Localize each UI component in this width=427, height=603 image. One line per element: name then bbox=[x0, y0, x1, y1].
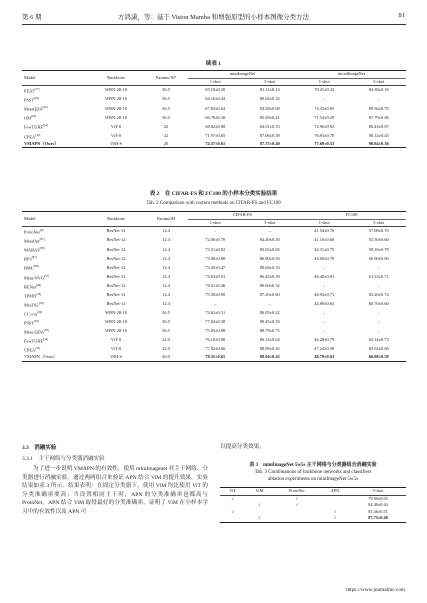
t2-params: 12.4 bbox=[162, 228, 170, 234]
t1-model-ref: [63] bbox=[42, 105, 48, 110]
t3-apn bbox=[320, 502, 350, 509]
table2-row bbox=[22, 345, 406, 354]
t1-backbone: ViM-S bbox=[110, 140, 122, 146]
t2-model-name: CC+rot bbox=[24, 311, 38, 317]
table2-row bbox=[22, 336, 406, 345]
t3-5shot: 79.90±0.65 bbox=[368, 495, 388, 501]
t2-model-name: RFS bbox=[24, 256, 32, 262]
page-number: 81 bbox=[398, 12, 405, 19]
t2-cifar-5shot: 84.20±0.50 bbox=[259, 237, 280, 243]
t1-group-mini: miniImageNet bbox=[188, 71, 297, 79]
t1-group-tiered: tieredImageNet bbox=[297, 71, 406, 79]
table2-row bbox=[22, 263, 406, 272]
t2-model-ref: [68] bbox=[33, 264, 39, 269]
t2-backbone: ResNet-12 bbox=[106, 282, 126, 288]
t2-model-name: VMAPN（Ours） bbox=[24, 354, 58, 360]
t2-model-name: RENet bbox=[24, 284, 36, 290]
t2-model-ref: [59] bbox=[38, 300, 44, 305]
table2-row bbox=[22, 282, 406, 291]
t2-fc100-1shot: – bbox=[323, 309, 326, 315]
t2-params: 22.0 bbox=[162, 337, 170, 343]
t1-mini-5shot: 84.28±0.69 bbox=[259, 105, 280, 111]
t2-model-name: MABAS bbox=[24, 247, 40, 253]
t3-header-1: ViM bbox=[255, 488, 264, 493]
table2-caption-en: Tab. 2 Comparison with current methods on CIFAR-FS and FC100 bbox=[146, 201, 281, 206]
header-rule bbox=[22, 24, 406, 25]
t2-cifar-5shot: – bbox=[268, 228, 271, 234]
t3-header-3: APN bbox=[330, 488, 340, 493]
t2-fc100-5shot: 60.70±0.60 bbox=[368, 300, 389, 306]
t2-model-cell bbox=[22, 263, 88, 272]
t2-cifar-5shot: 88.98±0.45 bbox=[259, 346, 280, 352]
t1-mini-5shot: 87.75±0.40 bbox=[259, 140, 280, 146]
t1-mini-5shot: 87.06±0.38 bbox=[259, 132, 280, 138]
table2-row bbox=[22, 309, 406, 318]
table1-caption: 续表 1 bbox=[205, 61, 222, 67]
t1-model-cell bbox=[22, 141, 88, 148]
t2-fc100-1shot: – bbox=[323, 282, 326, 288]
t1-tiered-1shot: – bbox=[323, 96, 326, 102]
section-heading: 3.3 消融实验 bbox=[22, 445, 57, 451]
t2-model-ref: [69] bbox=[35, 282, 41, 287]
table3-caption bbox=[220, 462, 406, 484]
t2-cifar-1shot: 73.45±0.47 bbox=[205, 264, 226, 270]
t2-model-cell bbox=[22, 273, 88, 282]
t1-params: 22 bbox=[163, 132, 169, 138]
t1-tiered-5shot: 84.38±0.16 bbox=[368, 87, 389, 93]
t2-model-cell bbox=[22, 236, 88, 245]
table2-row bbox=[22, 245, 406, 254]
t1-mini-5shot: 85.29±0.41 bbox=[259, 114, 280, 120]
t3-protonet: √ bbox=[295, 502, 298, 508]
t2-model-ref: [60] bbox=[37, 309, 43, 314]
t2-model-cell bbox=[22, 282, 88, 291]
t2-backbone: ViM-S bbox=[110, 354, 122, 360]
t2-params: 12.4 bbox=[162, 237, 170, 243]
t2-fc100-5shot: 55.50±0.60 bbox=[368, 237, 389, 243]
t2-shot1b: 1-shot bbox=[318, 219, 330, 225]
t2-cifar-5shot: – bbox=[268, 300, 271, 306]
t1-tiered-5shot: 87.79±0.46 bbox=[368, 114, 389, 120]
t2-params: 26.0 bbox=[162, 354, 170, 360]
t2-backbone: WRN-28-10 bbox=[105, 328, 127, 334]
t2-backbone: ResNet-12 bbox=[106, 291, 126, 297]
t2-cifar-1shot: 78.35±0.65 bbox=[205, 354, 226, 360]
t2-cifar-1shot: 76.10±0.88 bbox=[205, 337, 226, 343]
t2-fc100-5shot: 57.08±0.76 bbox=[368, 228, 389, 234]
t3-5shot: 84.40±0.44 bbox=[368, 502, 388, 508]
running-title: 方鸿潇，等：基于 Vision Mamba 和增强原型的小样本图像分类方法 bbox=[117, 14, 310, 21]
table2-row bbox=[22, 291, 406, 300]
t2-cifar-5shot: 88.45±0.35 bbox=[259, 319, 280, 325]
t2-model-cell bbox=[22, 354, 88, 361]
t1-model-cell bbox=[22, 104, 88, 113]
t2-backbone: ResNet-12 bbox=[106, 300, 126, 306]
t3-vim bbox=[245, 509, 273, 516]
t1-tiered-5shot: 89.56±0.79 bbox=[368, 105, 389, 111]
t2-backbone: ResNet-12 bbox=[106, 255, 126, 261]
t1-col-backbone: Backbone bbox=[107, 74, 125, 80]
t1-tiered-5shot: 90.84±0.36 bbox=[368, 140, 389, 146]
t1-params: 22 bbox=[163, 123, 169, 129]
t3-protonet: √ bbox=[295, 495, 298, 501]
t2-cifar-1shot: 73.90±0.80 bbox=[205, 255, 226, 261]
t2-shot5a: 5-shot bbox=[264, 219, 276, 225]
table2-row bbox=[22, 327, 406, 336]
t2-fc100-1shot: – bbox=[323, 328, 326, 334]
t2-model-ref: [8] bbox=[39, 228, 44, 233]
t2-model-name: FewTURE bbox=[24, 338, 44, 344]
t3-protonet bbox=[274, 515, 320, 522]
t2-params: 12.4 bbox=[162, 291, 170, 297]
t1-backbone: WRN-28-10 bbox=[105, 96, 127, 102]
t1-shot1b: 1-shot bbox=[318, 78, 330, 84]
t2-model-ref: [67] bbox=[31, 255, 37, 260]
t3-apn bbox=[320, 495, 350, 502]
t1-mini-1shot: 71.97±0.65 bbox=[205, 132, 226, 138]
table3-row bbox=[220, 515, 406, 522]
section-paragraph: 为了进一步说明 VMAPN 的有效性，使用 miniImagenet 对主干网络、分类器进行消融实验。通过两两组合来验证 APN 结合 ViM 的提升效果，实验结果如表 3 所示。结果表明：在固定分类器下，使用 ViM 均比使用 ViT 的分类准确率要高；当设置相同主干时，APN 的分类准确率也都高与 ProtoNet。APN 结合 ViM 取得最好的分类准确率，证明了 ViM 在小样本学习中的有效性以及 APN 可 bbox=[22, 466, 208, 515]
t2-params: 22.0 bbox=[162, 346, 170, 352]
table3-caption-cn: 表 3 miniImageNet 5w5s 主干网络与分类器组合消融实验 bbox=[249, 463, 377, 468]
t2-fc100-5shot: – bbox=[377, 309, 380, 315]
t1-mini-1shot: 65.10±0.20 bbox=[205, 87, 226, 93]
t2-cifar-5shot: 86.90±0.50 bbox=[259, 255, 280, 261]
t2-model-ref: [58] bbox=[36, 291, 42, 296]
t1-col-params: Params/10⁶ bbox=[155, 74, 177, 80]
table2-row bbox=[22, 254, 406, 263]
t1-shot5a: 5-shot bbox=[264, 78, 276, 84]
table3-row bbox=[220, 495, 406, 502]
t1-tiered-5shot: 86.43±0.67 bbox=[368, 123, 389, 129]
t2-model-ref: [66] bbox=[39, 246, 45, 251]
t1-model-ref: [34] bbox=[43, 123, 49, 128]
t2-model-cell bbox=[22, 245, 88, 254]
t2-model-ref: [65] bbox=[39, 237, 45, 242]
t2-model-name: MixFSL bbox=[24, 302, 39, 308]
t2-fc100-1shot: 44.60±0.70 bbox=[314, 255, 335, 261]
t1-model-name: FEAT bbox=[24, 88, 35, 94]
journal-url: https://www.joumalmc.com bbox=[346, 587, 405, 593]
t2-cifar-1shot: 73.62±0.31 bbox=[205, 309, 226, 315]
t1-params: 36.5 bbox=[162, 114, 170, 120]
t2-backbone: ViT-S bbox=[110, 337, 122, 343]
t1-params: 36.5 bbox=[162, 105, 170, 111]
t1-backbone: ViT-S bbox=[110, 123, 122, 129]
t2-backbone: ResNet-12 bbox=[106, 264, 126, 270]
t2-cifar-5shot: 85.65±0.65 bbox=[259, 246, 280, 252]
t2-model-name: CPEA bbox=[24, 347, 36, 353]
t2-shot1a: 1-shot bbox=[209, 219, 221, 225]
t1-params: 26 bbox=[163, 140, 169, 146]
t1-col-model: Model bbox=[24, 74, 36, 80]
t2-fc100-1shot: 42.31±0.75 bbox=[314, 246, 335, 252]
t1-model-ref: [62] bbox=[34, 96, 40, 101]
t2-fc100-5shot: 60.90±0.60 bbox=[368, 255, 389, 261]
t2-cifar-5shot: 89.94±0.43 bbox=[259, 354, 280, 360]
t2-fc100-1shot: 48.79±0.63 bbox=[314, 354, 335, 360]
t1-model-name: FewTURE bbox=[24, 124, 44, 130]
t1-model-name: PSST bbox=[24, 97, 35, 103]
t2-fc100-5shot: 58.16±0.78 bbox=[368, 246, 389, 252]
t2-fc100-5shot: 66.98±0.58 bbox=[368, 354, 389, 360]
t2-cifar-1shot: 77.82±0.66 bbox=[205, 346, 226, 352]
t3-apn: √ bbox=[333, 515, 337, 521]
t2-cifar-1shot: 75.83±0.88 bbox=[205, 328, 226, 334]
t2-model-ref: [35] bbox=[35, 346, 41, 350]
t1-backbone: ViT-S bbox=[110, 132, 122, 138]
t2-cifar-1shot: – bbox=[214, 228, 217, 234]
t2-col-params: Params/M bbox=[156, 215, 176, 221]
t1-tiered-1shot: 74.33±0.65 bbox=[314, 105, 335, 111]
t2-fc100-1shot: – bbox=[323, 319, 326, 325]
t3-5shot: 87.75±0.40 bbox=[368, 515, 388, 521]
t1-mini-5shot: 81.11±0.14 bbox=[259, 87, 280, 93]
t2-cifar-1shot: 72.00±0.70 bbox=[205, 237, 226, 243]
table1-row bbox=[22, 86, 406, 96]
t2-model-name: BML bbox=[24, 265, 34, 271]
t2-cifar-1shot: 74.51±0.46 bbox=[205, 282, 226, 288]
table1 bbox=[22, 70, 406, 148]
table2-row bbox=[22, 300, 406, 309]
t3-vim: √ bbox=[258, 515, 261, 521]
table2-caption-cn: 表 2 在 CIFAR-FS 和 FC100 的小样本分类实验结果 bbox=[149, 191, 278, 197]
t2-fc100-1shot: 41.54±0.76 bbox=[314, 228, 335, 234]
t2-fc100-1shot: 47.24±0.58 bbox=[314, 346, 335, 352]
t1-backbone: WRN-28-10 bbox=[105, 87, 127, 93]
t3-vit: √ bbox=[231, 508, 234, 514]
t1-shot1a: 1-shot bbox=[209, 78, 221, 84]
journal-issue: 第 6 期 bbox=[22, 14, 42, 21]
t2-backbone: ResNet-12 bbox=[106, 273, 126, 279]
t2-fc100-5shot: – bbox=[377, 264, 380, 270]
t2-model-ref: [57] bbox=[44, 273, 49, 278]
t1-mini-1shot: 66.78±0.30 bbox=[205, 114, 226, 120]
t3-protonet bbox=[274, 509, 320, 516]
table2-row bbox=[22, 273, 406, 282]
t2-group-fc100: FC100 bbox=[297, 212, 406, 220]
t3-header-2: ProtoNet bbox=[289, 488, 305, 493]
t1-model-ref: [35] bbox=[35, 132, 41, 137]
t2-col-backbone: Backbone bbox=[107, 215, 125, 221]
t2-backbone: ViT-S bbox=[110, 346, 122, 352]
t2-cifar-1shot: 75.50±0.90 bbox=[205, 291, 226, 297]
t1-model-cell bbox=[22, 113, 88, 122]
t1-model-cell bbox=[22, 86, 88, 96]
t2-params: 12.4 bbox=[162, 300, 170, 306]
t2-fc100-1shot: 44.89±0.63 bbox=[314, 300, 335, 306]
table2-row bbox=[22, 354, 406, 361]
table1-row bbox=[22, 141, 406, 148]
table3-caption-en-1: Tab. 3 Combinations of backbone networks and classifiers bbox=[254, 470, 372, 476]
t2-model-name: TPMN bbox=[24, 293, 37, 299]
table2-row bbox=[22, 236, 406, 245]
t2-cifar-5shot: 87.20±0.60 bbox=[259, 291, 280, 297]
t2-cifar-5shot: 86.45±0.59 bbox=[259, 273, 280, 279]
t1-mini-5shot: 84.51±0.53 bbox=[259, 123, 280, 129]
t3-vit bbox=[220, 515, 245, 522]
right-column-line: 以提高分类效果。 bbox=[220, 444, 265, 450]
table1-row bbox=[22, 132, 406, 141]
t1-backbone: WRN-28-10 bbox=[105, 105, 127, 111]
t2-model-name: Meta-NVG bbox=[24, 274, 44, 280]
t1-tiered-1shot: 71.54±0.29 bbox=[314, 114, 335, 120]
t2-model-cell bbox=[22, 336, 88, 345]
table1-row bbox=[22, 113, 406, 122]
t2-params: 12.4 bbox=[162, 282, 170, 288]
t2-col-model: Model bbox=[24, 215, 36, 221]
table1-row bbox=[22, 122, 406, 131]
table2-row bbox=[22, 227, 406, 237]
t2-fc100-5shot: 63.14±0.73 bbox=[368, 337, 389, 343]
t1-tiered-1shot: 76.93±0.70 bbox=[314, 132, 335, 138]
t2-shot5b: 5-shot bbox=[373, 219, 385, 225]
t1-tiered-1shot: 70.41±0.23 bbox=[314, 87, 335, 93]
t2-model-cell bbox=[22, 318, 88, 327]
t2-params: 36.5 bbox=[162, 328, 170, 334]
t1-model-name: MetaQDA bbox=[24, 106, 43, 112]
table2-row bbox=[22, 318, 406, 327]
t3-header-4: 5-shot bbox=[372, 488, 384, 493]
t1-mini-1shot: 72.37±0.61 bbox=[205, 140, 226, 146]
t1-mini-1shot: 68.02±0.88 bbox=[205, 123, 226, 129]
t1-tiered-5shot: 90.12±0.45 bbox=[368, 132, 389, 138]
t2-model-name: ProtoNet bbox=[24, 229, 40, 235]
t2-fc100-5shot: – bbox=[377, 328, 380, 334]
t2-fc100-1shot: 46.93±0.71 bbox=[314, 291, 335, 297]
t2-cifar-5shot: 86.60±0.32 bbox=[259, 282, 280, 288]
t2-fc100-5shot: 61.33±0.71 bbox=[368, 273, 389, 279]
t2-model-name: MetaOpt bbox=[24, 238, 40, 244]
t1-tiered-1shot: 72.96±0.92 bbox=[314, 123, 335, 129]
t2-group-cifar: CIFAR-FS bbox=[188, 212, 297, 220]
table3-row bbox=[220, 502, 406, 509]
t1-model-name: OM bbox=[24, 115, 32, 121]
table2 bbox=[22, 211, 406, 362]
t2-cifar-5shot: 86.05±0.22 bbox=[259, 309, 280, 315]
t1-tiered-5shot: – bbox=[377, 96, 380, 102]
t3-vim bbox=[245, 495, 273, 502]
t2-model-cell bbox=[22, 300, 88, 309]
t2-params: 36.5 bbox=[162, 319, 170, 325]
t2-params: 36.5 bbox=[162, 309, 170, 315]
t1-shot5b: 5-shot bbox=[373, 78, 385, 84]
t2-params: 12.4 bbox=[162, 246, 170, 252]
t2-model-ref: [34] bbox=[43, 336, 49, 341]
t1-mini-1shot: 64.16±0.44 bbox=[205, 96, 226, 102]
t2-model-ref: [63] bbox=[44, 327, 49, 332]
t2-cifar-1shot: 77.02±0.38 bbox=[205, 319, 226, 325]
t2-params: 12.4 bbox=[162, 273, 170, 279]
t3-vit: √ bbox=[231, 495, 234, 501]
t2-cifar-5shot: 88.79±0.75 bbox=[259, 328, 280, 334]
t2-params: 12.4 bbox=[162, 264, 170, 270]
t2-model-cell bbox=[22, 254, 88, 263]
t2-model-name: Meta-QDA bbox=[24, 329, 44, 335]
table3-caption-en-2: ablation experiments on miniImageNet 5w5s bbox=[268, 477, 358, 483]
t2-model-cell bbox=[22, 309, 88, 318]
t2-model-ref: [62] bbox=[34, 318, 40, 323]
t1-model-cell bbox=[22, 95, 88, 104]
t1-mini-5shot: 80.64±0.32 bbox=[259, 96, 280, 102]
t2-fc100-1shot: 41.10±0.60 bbox=[314, 237, 335, 243]
t2-cifar-1shot: 74.63±0.91 bbox=[205, 273, 226, 279]
t1-params: 36.5 bbox=[162, 96, 170, 102]
t2-backbone: WRN-28-10 bbox=[105, 309, 127, 315]
t2-fc100-5shot: 65.02±0.60 bbox=[368, 346, 389, 352]
t1-model-name: VMAPN（Ours） bbox=[24, 140, 59, 146]
table3 bbox=[220, 487, 406, 523]
t2-backbone: WRN-28-10 bbox=[105, 319, 127, 325]
t2-backbone: ResNet-12 bbox=[106, 228, 126, 234]
t2-params: 12.4 bbox=[162, 255, 170, 261]
t1-model-cell bbox=[22, 132, 88, 141]
t2-fc100-1shot: – bbox=[323, 264, 326, 270]
table3-row bbox=[220, 509, 406, 516]
t1-model-ref: [57] bbox=[34, 87, 40, 92]
t1-params: 36.5 bbox=[162, 87, 170, 93]
t3-header-0: ViT bbox=[229, 488, 237, 493]
table1-row bbox=[22, 104, 406, 113]
t2-model-cell bbox=[22, 227, 88, 237]
t1-model-cell bbox=[22, 122, 88, 131]
section-subheading: 3.3.1 主干网络与分类器消融实验 bbox=[22, 456, 105, 462]
t1-mini-1shot: 67.83±0.64 bbox=[205, 105, 226, 111]
t2-fc100-5shot: 63.26±0.74 bbox=[368, 291, 389, 297]
t3-vit bbox=[220, 502, 245, 509]
t2-fc100-5shot: – bbox=[377, 319, 380, 325]
t2-fc100-1shot: 46.20±0.79 bbox=[314, 337, 335, 343]
t2-fc100-1shot: 46.40±0.81 bbox=[314, 273, 335, 279]
table1-row bbox=[22, 95, 406, 104]
t2-model-name: PSST bbox=[24, 320, 35, 326]
t2-cifar-5shot: 86.14±0.64 bbox=[259, 337, 280, 343]
t1-tiered-1shot: 77.69±0.53 bbox=[314, 140, 335, 146]
t1-model-ref: [64] bbox=[31, 114, 37, 119]
t1-backbone: WRN-28-10 bbox=[105, 114, 127, 120]
t3-vim: √ bbox=[258, 502, 261, 508]
t3-apn: √ bbox=[333, 508, 337, 514]
t2-cifar-1shot: 73.51±0.92 bbox=[205, 246, 226, 252]
t2-backbone: ResNet-12 bbox=[106, 237, 126, 243]
t2-fc100-5shot: – bbox=[377, 282, 380, 288]
t2-backbone: ResNet-12 bbox=[106, 246, 126, 252]
t2-model-cell bbox=[22, 327, 88, 336]
t3-5shot: 85.36±0.51 bbox=[368, 508, 388, 514]
t2-cifar-1shot: – bbox=[214, 300, 217, 306]
t2-model-cell bbox=[22, 345, 88, 354]
t2-model-cell bbox=[22, 291, 88, 300]
t1-model-name: CPEA bbox=[24, 133, 36, 139]
t2-cifar-5shot: 88.04±0.33 bbox=[259, 264, 280, 270]
